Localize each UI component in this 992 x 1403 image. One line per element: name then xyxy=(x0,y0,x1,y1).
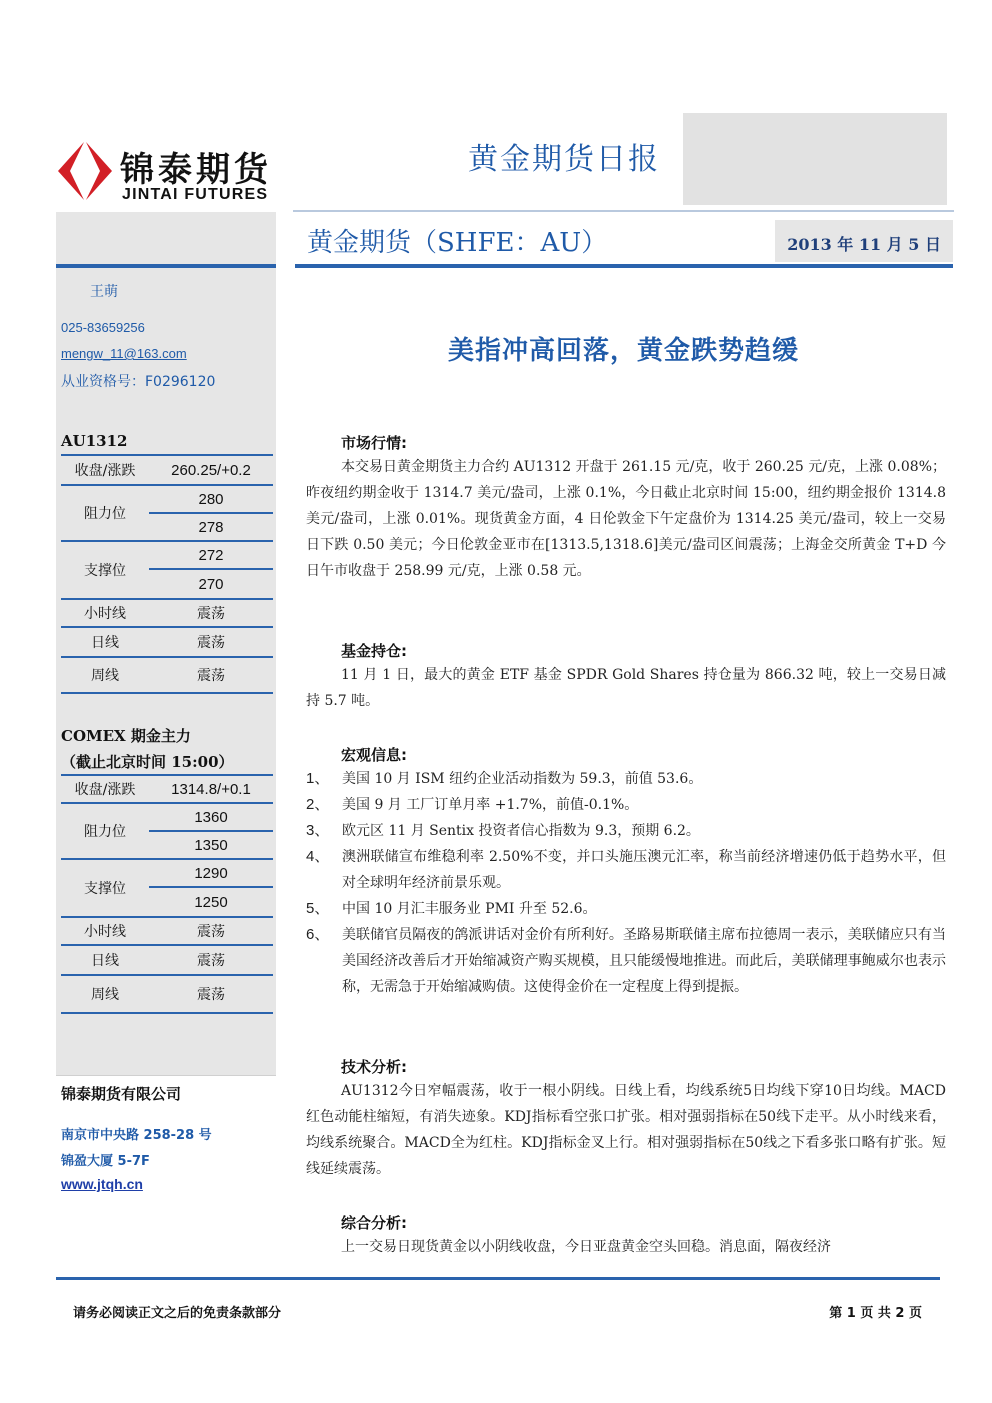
resistance-label: 阻力位 xyxy=(84,824,126,840)
fund-paragraph: 11 月 1 日，最大的黄金 ETF 基金 SPDR Gold Shares 持仓量为 866.32 吨，较上一交易日减持 5.7 吨。 xyxy=(306,667,946,709)
technical-paragraph: AU1312今日窄幅震荡，收于一根小阴线。日线上看，均线系统5日均线下穿10日均线。MACD红色动能柱缩短，有消失迹象。KDJ指标看空张口扩张。相对强弱指标在50线下走平。从小时线来看，均线系统聚合。MACD全为红柱。KDJ指标金叉上行。相对强弱指标在50线之下看多张口略有扩张。短线延续震荡。 xyxy=(306,1083,946,1177)
close-value: 1314.8/+0.1 xyxy=(171,780,251,798)
table-row xyxy=(61,454,273,486)
section-heading-fund: 基金持仓: xyxy=(341,642,407,660)
analyst-license: 从业资格号：F0296120 xyxy=(61,374,216,390)
disclaimer-note: 请务必阅读正文之后的免责条款部分 xyxy=(73,1306,282,1321)
list-item-text: 美联储官员隔夜的鸽派讲话对金价有所利好。圣路易斯联储主席布拉德周一表示，美联储应只有当美国经济改善后才开始缩减资产购买规模，且只能缓慢地推进。而此后，美联储理事鲍威尔也表示称，无需急于开始缩减购债。这使得金价在一定程度上得到提振。 xyxy=(342,927,946,995)
list-item xyxy=(306,896,946,922)
day-value: 震荡 xyxy=(197,635,225,651)
jintai-logo-icon xyxy=(56,140,112,202)
table-row xyxy=(61,486,273,542)
table-row xyxy=(61,542,273,600)
day-label: 日线 xyxy=(91,953,119,969)
week-value: 震荡 xyxy=(197,668,225,684)
product-band xyxy=(295,264,953,268)
support-value: 270 xyxy=(198,575,224,593)
table-row xyxy=(61,804,273,860)
analyst-email-link[interactable]: mengw_11@163.com xyxy=(61,346,187,361)
hour-label: 小时线 xyxy=(84,924,126,940)
page-number: 第 1 页 共 2 页 xyxy=(829,1306,922,1321)
support-value: 1250 xyxy=(194,893,228,911)
company-address-line2: 锦盈大厦 5-7F xyxy=(61,1154,150,1169)
list-item-number: 2、 xyxy=(306,796,330,813)
support-label: 支撑位 xyxy=(84,881,126,897)
logo-en-text: JINTAI FUTURES xyxy=(122,186,269,203)
week-value: 震荡 xyxy=(197,987,225,1003)
section-heading-market: 市场行情: xyxy=(341,434,407,452)
sidebar-top-band xyxy=(56,264,276,268)
date-box xyxy=(775,220,953,262)
list-item xyxy=(306,766,946,792)
comex-table-subtitle: （截止北京时间 15:00） xyxy=(61,753,234,771)
resistance-value: 1360 xyxy=(149,804,273,832)
analyst-name: 王萌 xyxy=(90,284,118,300)
analyst-phone: 025-83659256 xyxy=(61,320,145,335)
list-item-number: 4、 xyxy=(306,848,330,865)
product-title: 黄金期货（SHFE：AU） xyxy=(307,228,608,258)
table-row xyxy=(61,658,273,694)
week-label: 周线 xyxy=(91,987,119,1003)
list-item xyxy=(306,792,946,818)
company-website-link[interactable]: www.jtqh.cn xyxy=(61,1176,143,1192)
resistance-value: 280 xyxy=(149,486,273,514)
table-row xyxy=(61,976,273,1014)
company-address-line1: 南京市中央路 258-28 号 xyxy=(61,1128,212,1143)
list-item xyxy=(306,922,946,1000)
comex-table-title: COMEX 期金主力 xyxy=(61,727,191,745)
product-bar xyxy=(295,218,953,264)
table-row xyxy=(61,946,273,976)
resistance-label: 阻力位 xyxy=(84,506,126,522)
company-info-panel xyxy=(56,1075,276,1275)
close-label: 收盘/涨跌 xyxy=(74,463,136,479)
company-name: 锦泰期货有限公司 xyxy=(61,1085,182,1103)
resistance-value: 278 xyxy=(198,518,224,536)
list-item xyxy=(306,818,946,844)
list-item-text: 澳洲联储宣布维稳利率 2.50%不变，并口头施压澳元汇率，称当前经济增速仍低于趋势水平，但对全球明年经济前景乐观。 xyxy=(342,849,946,891)
logo-cn-text: 锦泰期货 xyxy=(120,150,272,190)
table-row xyxy=(61,600,273,628)
headline: 美指冲高回落，黄金跌势趋缓 xyxy=(447,336,799,366)
hour-label: 小时线 xyxy=(84,606,126,622)
list-item-text: 美国 10 月 ISM 纽约企业活动指数为 59.3，前值 53.6。 xyxy=(342,771,703,787)
list-item-text: 欧元区 11 月 Sentix 投资者信心指数为 9.3，预期 6.2。 xyxy=(342,823,700,839)
section-heading-technical: 技术分析: xyxy=(341,1058,407,1076)
au-table-title: AU1312 xyxy=(61,432,128,450)
table-row xyxy=(61,774,273,804)
day-value: 震荡 xyxy=(197,953,225,969)
support-label: 支撑位 xyxy=(84,563,126,579)
hour-value: 震荡 xyxy=(197,606,225,622)
list-item-number: 5、 xyxy=(306,900,330,917)
close-label: 收盘/涨跌 xyxy=(74,782,136,798)
header-shade-box xyxy=(683,113,947,205)
support-value: 1290 xyxy=(149,860,273,888)
report-date: 2013 年 11 月 5 日 xyxy=(787,235,941,254)
day-label: 日线 xyxy=(91,635,119,651)
list-item-number: 6、 xyxy=(306,926,330,943)
table-row xyxy=(61,860,273,918)
list-item-number: 3、 xyxy=(306,822,330,839)
section-heading-macro: 宏观信息: xyxy=(341,746,407,764)
list-item-number: 1、 xyxy=(306,770,330,787)
report-title: 黄金期货日报 xyxy=(468,142,660,177)
list-item-text: 美国 9 月 工厂订单月率 +1.7%，前值-0.1%。 xyxy=(342,797,639,813)
footer-divider xyxy=(56,1277,940,1280)
resistance-value: 1350 xyxy=(194,836,228,854)
table-row xyxy=(61,628,273,658)
summary-paragraph: 上一交易日现货黄金以小阴线收盘，今日亚盘黄金空头回稳。消息面，隔夜经济 xyxy=(341,1239,831,1255)
title-divider xyxy=(293,210,954,212)
close-value: 260.25/+0.2 xyxy=(171,461,251,479)
market-paragraph: 本交易日黄金期货主力合约 AU1312 开盘于 261.15 元/克，收于 260.25 元/克，上涨 0.08%；昨夜纽约期金收于 1314.7 美元/盎司，上涨 0.1%，今日截止北京时间 15:00，纽约期金报价 1314.8 美元/盎司，上涨 0.01%。现货黄金方面，4 日伦敦金下午定盘价为 1314.25 美元/盎司，较上一交易日下跌 0.50 美元；今日伦敦金亚市在[1313.5,1318.6]美元/盎司区间震荡；上海金交所黄金 T+D 今日午市收盘于 258.99 元/克，上涨 0.58 元。 xyxy=(306,459,946,579)
list-item-text: 中国 10 月汇丰服务业 PMI 升至 52.6。 xyxy=(342,901,597,917)
hour-value: 震荡 xyxy=(197,924,225,940)
section-heading-summary: 综合分析: xyxy=(341,1214,407,1232)
list-item xyxy=(306,844,946,896)
company-logo xyxy=(56,140,286,210)
week-label: 周线 xyxy=(91,668,119,684)
table-row xyxy=(61,918,273,946)
support-value: 272 xyxy=(149,542,273,570)
